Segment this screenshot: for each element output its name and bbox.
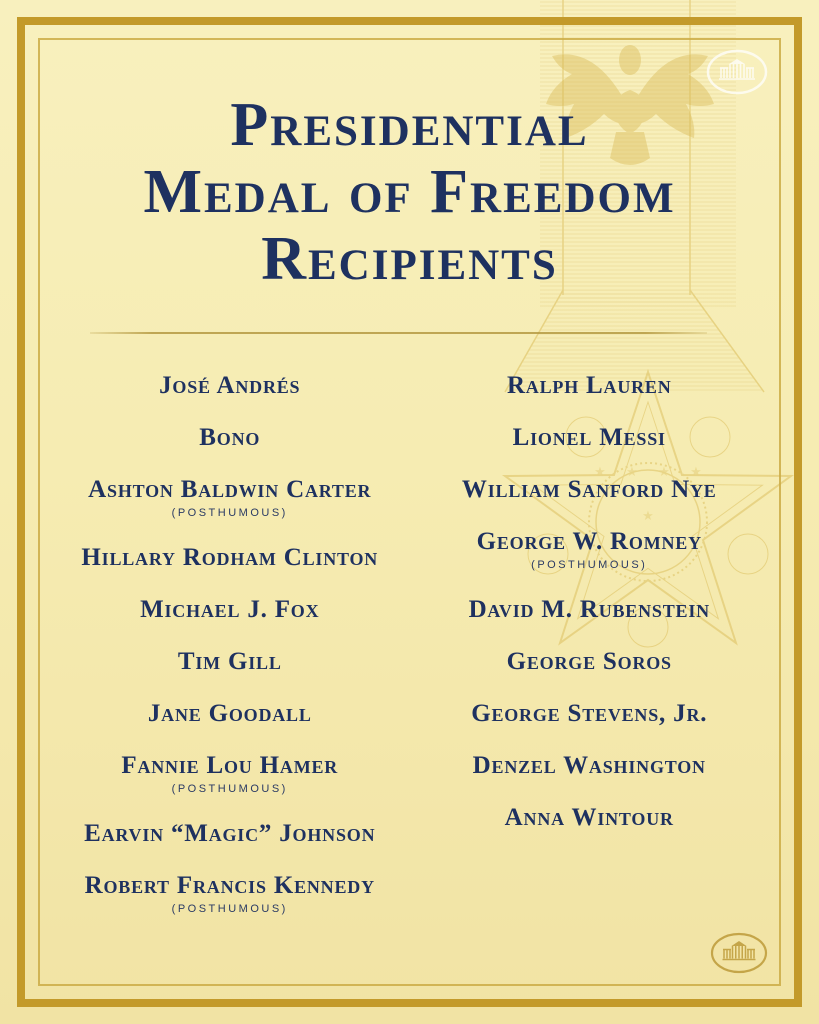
- recipient-name: George Stevens, Jr.: [471, 700, 708, 727]
- recipient-name: William Sanford Nye: [461, 476, 717, 503]
- recipient-entry: [507, 648, 672, 676]
- recipient-entry: [507, 372, 672, 400]
- recipient-entry: [477, 528, 702, 572]
- recipient-name: George Soros: [506, 648, 672, 675]
- recipient-name: Denzel Washington: [472, 752, 706, 779]
- posthumous-label: (POSTHUMOUS): [171, 783, 288, 795]
- recipient-entry: [88, 476, 371, 520]
- recipient-name: Anna Wintour: [504, 804, 674, 831]
- svg-text:★: ★: [690, 465, 702, 480]
- recipient-name: David M. Rubenstein: [468, 596, 710, 623]
- svg-text:★: ★: [594, 465, 606, 480]
- posthumous-label: (POSTHUMOUS): [171, 903, 288, 915]
- recipient-name: Robert Francis Kennedy: [84, 872, 375, 899]
- recipient-entry: [513, 424, 666, 452]
- recipient-column-right: [410, 372, 770, 940]
- recipient-name: Tim Gill: [177, 648, 282, 675]
- recipient-entry: [84, 820, 375, 848]
- recipient-name: Ralph Lauren: [506, 372, 672, 399]
- page-title: [0, 92, 819, 293]
- recipient-name: George W. Romney: [476, 528, 702, 555]
- title-line-1: Presidential: [230, 91, 589, 159]
- svg-text:★: ★: [626, 465, 638, 480]
- recipient-columns: [50, 372, 769, 940]
- title-line-2: Medal of Freedom: [143, 158, 676, 226]
- posthumous-label: (POSTHUMOUS): [531, 559, 648, 571]
- posthumous-label: (POSTHUMOUS): [171, 507, 288, 519]
- recipient-name: Jane Goodall: [147, 700, 312, 727]
- recipient-entry: [199, 424, 260, 452]
- recipient-name: Hillary Rodham Clinton: [81, 544, 379, 571]
- title-divider: [90, 332, 707, 334]
- recipient-name: Lionel Messi: [512, 424, 666, 451]
- recipient-name: Earvin “Magic” Johnson: [84, 820, 376, 847]
- recipient-entry: [148, 700, 312, 728]
- recipient-entry: [81, 544, 378, 572]
- recipient-name: Ashton Baldwin Carter: [88, 476, 372, 503]
- recipient-entry: [159, 372, 300, 400]
- title-line-3: Recipients: [261, 225, 558, 293]
- recipient-entry: [473, 752, 706, 780]
- recipient-name: José Andrés: [159, 372, 301, 399]
- recipient-entry: [121, 752, 338, 796]
- recipient-entry: [178, 648, 282, 676]
- recipient-name: Fannie Lou Hamer: [121, 752, 339, 779]
- recipient-entry: [471, 700, 707, 728]
- recipient-entry: [85, 872, 375, 916]
- recipient-entry: [140, 596, 319, 624]
- svg-text:★: ★: [658, 465, 670, 480]
- recipient-name: Michael J. Fox: [140, 596, 320, 623]
- recipient-entry: [462, 476, 717, 504]
- recipient-entry: [469, 596, 710, 624]
- recipient-name: Bono: [199, 424, 261, 451]
- recipient-entry: [505, 804, 674, 832]
- recipient-column-left: [50, 372, 410, 940]
- svg-text:★: ★: [642, 509, 654, 524]
